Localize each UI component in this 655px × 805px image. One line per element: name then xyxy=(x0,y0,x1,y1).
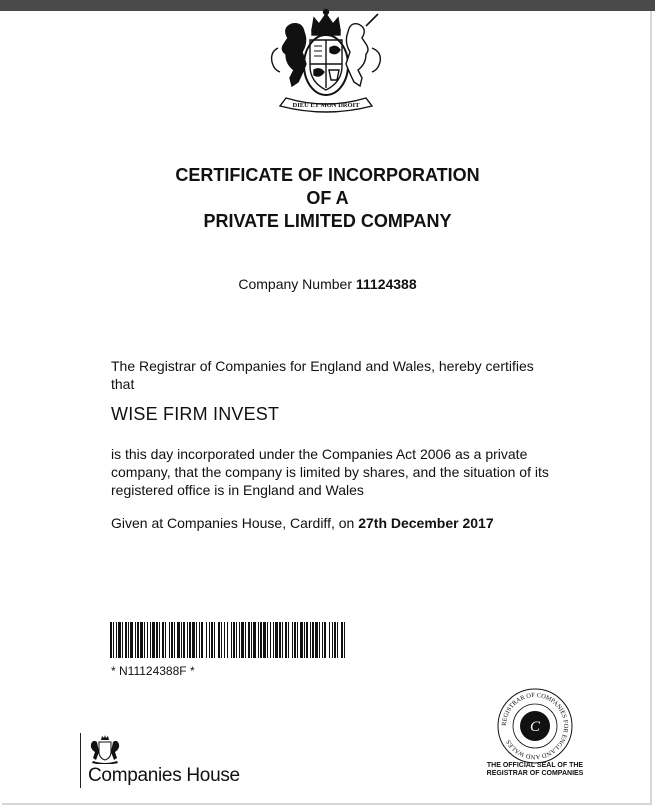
barcode-bar xyxy=(209,622,210,658)
company-name: WISE FIRM INVEST xyxy=(111,404,280,424)
barcode-bar xyxy=(199,622,200,658)
svg-text:C: C xyxy=(529,719,541,735)
barcode-bar xyxy=(258,622,259,658)
registrar-statement xyxy=(111,357,601,393)
barcode-bar xyxy=(300,622,303,658)
seal-caption-line-2: REGISTRAR OF COMPANIES xyxy=(486,770,584,777)
barcode-bar xyxy=(251,622,252,658)
barcode-bar xyxy=(174,622,175,658)
barcode-bar xyxy=(181,622,182,658)
incorporation-statement xyxy=(111,445,601,499)
barcode-bar xyxy=(162,622,164,658)
barcode-bar xyxy=(118,622,121,658)
barcode-bar xyxy=(267,622,268,658)
barcode-bar xyxy=(183,622,185,658)
barcode-bar xyxy=(322,622,323,658)
official-seal-icon xyxy=(495,686,575,766)
barcode-bar xyxy=(144,622,145,658)
barcode-bar xyxy=(177,622,180,658)
barcode-bar xyxy=(337,622,338,658)
seal-caption xyxy=(470,762,600,778)
incorporation-statement-line-1: is this day incorporated under the Companies Act 2006 as a private xyxy=(111,446,528,462)
barcode-bar xyxy=(329,622,330,658)
barcode-bar xyxy=(214,622,215,658)
barcode-bar xyxy=(332,622,333,658)
barcode-bar xyxy=(263,622,266,658)
barcode-bar xyxy=(270,622,271,658)
barcode-bar xyxy=(245,622,246,658)
barcode-bar xyxy=(253,622,256,658)
barcode-bar xyxy=(165,622,166,658)
company-number-value: 11124388 xyxy=(355,276,417,292)
barcode-bar xyxy=(206,622,207,658)
title-line-1: CERTIFICATE OF INCORPORATION xyxy=(175,165,480,185)
barcode-bar xyxy=(125,622,127,658)
barcode-bar xyxy=(248,622,250,658)
barcode-bar xyxy=(282,622,283,658)
barcode-bar xyxy=(275,622,278,658)
barcode-bar xyxy=(341,622,343,658)
barcode-bar xyxy=(315,622,318,658)
barcode-bar xyxy=(260,622,262,658)
barcode-bar xyxy=(310,622,311,658)
barcode-bar xyxy=(297,622,298,658)
companies-house-wordmark: Companies House xyxy=(88,765,240,786)
barcode-bar xyxy=(231,622,232,658)
barcode-bar xyxy=(273,622,274,658)
title-line-3: PRIVATE LIMITED COMPANY xyxy=(203,211,452,231)
royal-coat-of-arms-icon xyxy=(266,8,386,118)
barcode-bar xyxy=(292,622,293,658)
barcode-bar xyxy=(150,622,151,658)
barcode-bar xyxy=(344,622,345,658)
barcode-bar xyxy=(285,622,287,658)
barcode-bar xyxy=(239,622,240,658)
barcode-bar xyxy=(110,622,112,658)
barcode-bar xyxy=(304,622,305,658)
seal-caption-line-1: THE OFFICIAL SEAL OF THE xyxy=(486,762,584,769)
barcode-bar xyxy=(288,622,289,658)
barcode-bar xyxy=(334,622,336,658)
registrar-statement-line-1: The Registrar of Companies for England and Wales, hereby certifies xyxy=(111,358,534,374)
barcode-bar xyxy=(306,622,308,658)
barcode-bar xyxy=(218,622,220,658)
barcode-bar xyxy=(171,622,173,658)
barcode xyxy=(110,622,346,658)
svg-text:DIEU ET MON DROIT: DIEU ET MON DROIT xyxy=(292,102,360,109)
barcode-text: * N11124388F * xyxy=(111,664,195,678)
barcode-bar xyxy=(137,622,139,658)
barcode-bar xyxy=(227,622,228,658)
barcode-bar xyxy=(294,622,296,658)
barcode-bar xyxy=(116,622,117,658)
title-line-2: OF A xyxy=(306,188,349,208)
incorporation-statement-line-3: registered office is in England and Wales xyxy=(111,482,364,498)
incorporation-statement-line-2: company, that the company is limited by shares, and the situation of its xyxy=(111,464,549,480)
barcode-bar xyxy=(241,622,244,658)
given-at-prefix: Given at Companies House, Cardiff, on xyxy=(111,515,355,531)
barcode-bar xyxy=(130,622,133,658)
barcode-bar xyxy=(147,622,148,658)
barcode-bar xyxy=(196,622,197,658)
barcode-bar xyxy=(140,622,143,658)
barcode-bar xyxy=(128,622,129,658)
barcode-bar xyxy=(113,622,114,658)
barcode-bar xyxy=(324,622,326,658)
given-at-statement xyxy=(111,514,601,532)
companies-house-divider xyxy=(80,733,81,788)
barcode-bar xyxy=(312,622,314,658)
barcode-bar xyxy=(211,622,213,658)
barcode-bar xyxy=(221,622,222,658)
barcode-bar xyxy=(279,622,281,658)
barcode-bar xyxy=(156,622,158,658)
barcode-bar xyxy=(152,622,155,658)
barcode-bar xyxy=(233,622,235,658)
barcode-bar xyxy=(201,622,203,658)
barcode-bar xyxy=(236,622,237,658)
registrar-statement-line-2: that xyxy=(111,376,135,392)
barcode-bar xyxy=(187,622,188,658)
svg-text:REGISTRAR OF COMPANIES FOR ENG: REGISTRAR OF COMPANIES FOR ENGLAND AND WALES xyxy=(500,691,570,761)
company-number-label: Company Number xyxy=(238,276,352,292)
barcode-bar xyxy=(169,622,170,658)
barcode-bar xyxy=(135,622,136,658)
given-date: 27th December 2017 xyxy=(358,515,494,531)
barcode-bar xyxy=(159,622,160,658)
certificate-title xyxy=(0,164,655,233)
companies-house-crest-icon xyxy=(88,734,122,764)
barcode-bar xyxy=(319,622,320,658)
barcode-bar xyxy=(122,622,123,658)
barcode-bar xyxy=(224,622,225,658)
barcode-bar xyxy=(192,622,195,658)
company-number-row xyxy=(0,276,655,292)
barcode-bar xyxy=(189,622,191,658)
